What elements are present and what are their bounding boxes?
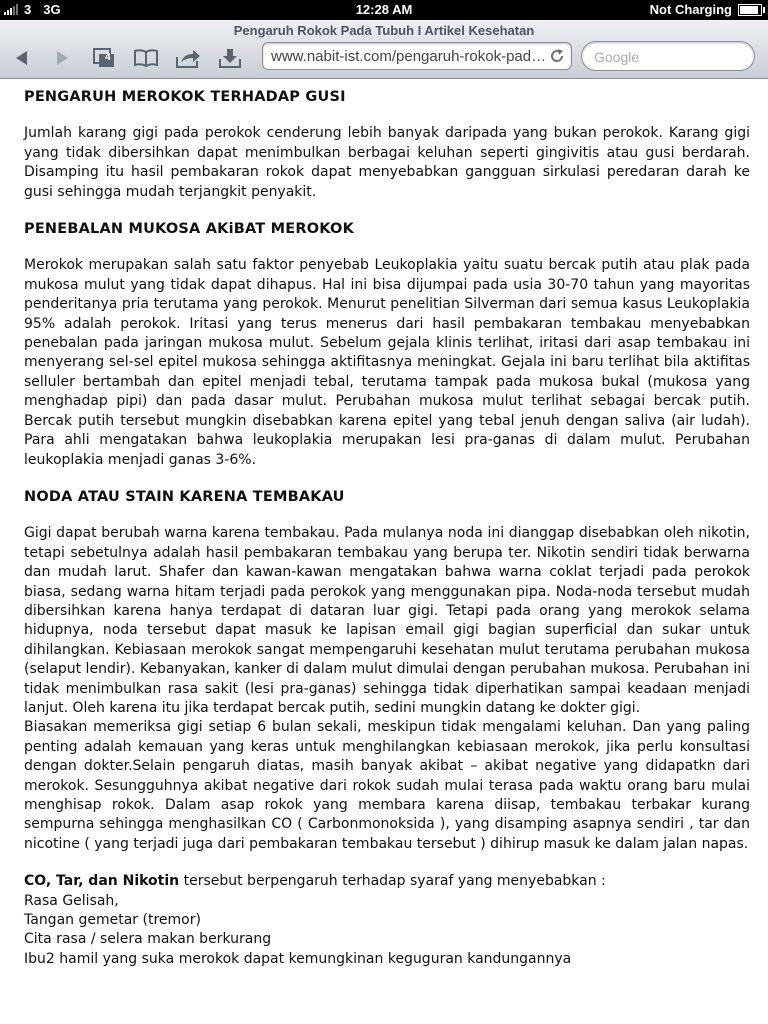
tabs-icon xyxy=(92,47,116,69)
url-text: www.nabit-ist.com/pengaruh-rokok-pad… xyxy=(271,48,547,65)
page-title: Pengaruh Rokok Pada Tubuh I Artikel Kesehatan xyxy=(233,23,535,38)
status-time: 12:28 AM xyxy=(355,2,413,17)
network-label: 3G xyxy=(43,2,61,17)
bookmarks-icon xyxy=(133,48,159,68)
download-button[interactable] xyxy=(216,46,244,70)
battery-fill xyxy=(740,6,758,14)
forward-icon xyxy=(52,48,72,68)
download-icon xyxy=(218,47,242,69)
status-bar xyxy=(0,0,768,20)
carrier-label: 3 xyxy=(24,2,32,17)
section-body-gusi: Jumlah karang gigi pada perokok cenderung lebih banyak daripada yang bukan perokok. Karang gigi yang tidak dibersihkan dapat menimbulkan berbagai keluhan seperti gingivitis atau gusi berdarah. Disamping itu hasil pembakaran rokok dapat menyebabkan gangguan sirkulasi peredaran darah ke gusi sehingga mudah terjangkit penyakit. xyxy=(24,125,750,200)
section-heading-noda: NODA ATAU STAIN KARENA TEMBAKAU xyxy=(24,488,345,505)
back-button[interactable] xyxy=(8,46,36,70)
list-item: Cita rasa / selera makan berkurang xyxy=(24,931,272,948)
battery-icon xyxy=(738,4,762,16)
back-icon xyxy=(12,48,32,68)
bookmarks-button[interactable] xyxy=(132,46,160,70)
effects-lead-rest: tersebut berpengaruh terhadap syaraf yang menyebabkan : xyxy=(179,873,606,890)
tab-count: 4 xyxy=(105,52,111,63)
share-icon xyxy=(175,47,201,69)
url-field[interactable] xyxy=(262,42,572,70)
article-content xyxy=(24,88,750,969)
list-item: Tangan gemetar (tremor) xyxy=(24,912,201,929)
search-input[interactable] xyxy=(581,41,755,71)
search-placeholder: Google xyxy=(594,49,640,65)
effects-list xyxy=(24,892,750,970)
browser-chrome xyxy=(0,20,768,79)
section-heading-gusi: PENGARUH MEROKOK TERHADAP GUSI xyxy=(24,89,346,105)
reload-button[interactable] xyxy=(549,48,565,68)
effects-lead-bold: CO, Tar, dan Nikotin xyxy=(24,873,180,890)
list-item: Ibu2 hamil yang suka merokok dapat kemungkinan keguguran kandungannya xyxy=(24,950,572,967)
effects-lead xyxy=(24,872,750,891)
reload-icon xyxy=(549,48,565,64)
section-heading-mukosa: PENEBALAN MUKOSA AKiBAT MEROKOK xyxy=(24,221,355,238)
forward-button[interactable] xyxy=(48,46,76,70)
section-body-noda-1: Gigi dapat berubah warna karena tembakau. Pada mulanya noda ini dianggap disebabkan oleh nikotin, tetapi sebetulnya adalah hasil pembakaran tembakau yang berupa ter. Nikotin sendiri tidak berwarna dan mudah larut. Shafer dan kawan-kawan mengatakan bahwa warna coklat terjadi pada perokok biasa, sedang warna hitam terjadi pada perokok yang menggunakan pipa. Noda-noda tersebut mudah dibersihkan karena hanya terdapat di dataran luar gigi. Tetapi pada orang yang merokok selama hidupnya, noda tersebut dapat masuk ke lapisan email gigi bagian superficial dan sukar untuk dihilangkan. Kebiasaan merokok sangat mempengaruhi kesehatan mulut terutama perubahan mukosa (selaput lendir). Kebanyakan, kanker di dalam mulut dimulai dengan perubahan mukosa. Perubahan ini tidak menimbulkan rasa sakit (lesi pra-ganas) sehingga tidak diperhatikan sampai keadaan menjadi lanjut. Oleh karena itu jika terdapat bercak putih, sedini mungkin datang ke dokter gigi. xyxy=(24,525,750,716)
section-body-mukosa: Merokok merupakan salah satu faktor penyebab Leukoplakia yaitu suatu bercak putih atau plak pada mukosa mulut yang tidak dapat dihapus. Hal ini bisa dijumpai pada usia 30-70 tahun yang mayoritas penderitanya pria terutama yang perokok. Menurut penelitian Silverman dari semua kasus Leukoplakia 95% adalah perokok. Iritasi yang terus menerus dari hasil pembakaran tembakau menyebabkan penebalan pada jaringan mukosa mulut. Sebelum gejala klinis terlihat, iritasi dari asap tembakau ini menyerang sel-sel epitel mukosa sehingga aktifitasnya meningkat. Gejala ini baru terlihat bila aktifitas selluler bertambah dan epitel menjadi tebal, terutama tampak pada mukosa bukal (mukosa yang menghadap pipi) dan pada dasar mulut. Perubahan mukosa mulut terlihat sebagai bercak putih. Bercak putih tersebut mungkin disebabkan karena epitel yang tebal jenuh dengan saliva (air ludah). Para ahli mengatakan bahwa leukoplakia merupakan lesi pra-ganas di dalam mulut. Perubahan leukoplakia menjadi ganas 3-6%. xyxy=(24,257,750,468)
status-right xyxy=(650,2,762,17)
list-item: Rasa Gelisah, xyxy=(24,892,119,909)
tabs-button[interactable] xyxy=(90,46,118,70)
share-button[interactable] xyxy=(174,46,202,70)
charging-label: Not Charging xyxy=(649,2,732,17)
section-body-noda-2: Biasakan memeriksa gigi setiap 6 bulan sekali, meskipun tidak mengalami keluhan. Dan yang paling penting adalah kemauan yang keras untuk menghilangkan kebiasaan merokok, jika perlu konsultasi dengan dokter.Selain pengaruh diatas, masih banyak akibat – akibat negative yang didapatkn dari merokok. Sesungguhnya akibat negative dari rokok sudah mulai terasa pada waktu orang baru mulai menghisap rokok. Dalam asap rokok yang membara karena diisap, tembakau terbakar kurang sempurna sehingga menghasilkan CO ( Carbonmonoksida ), yang disamping asapnya sendiri , tar dan nicotine ( yang terjadi juga dari pembakaran tembakau tersebut ) dihirup masuk ke dalam jalan napas. xyxy=(24,719,750,852)
